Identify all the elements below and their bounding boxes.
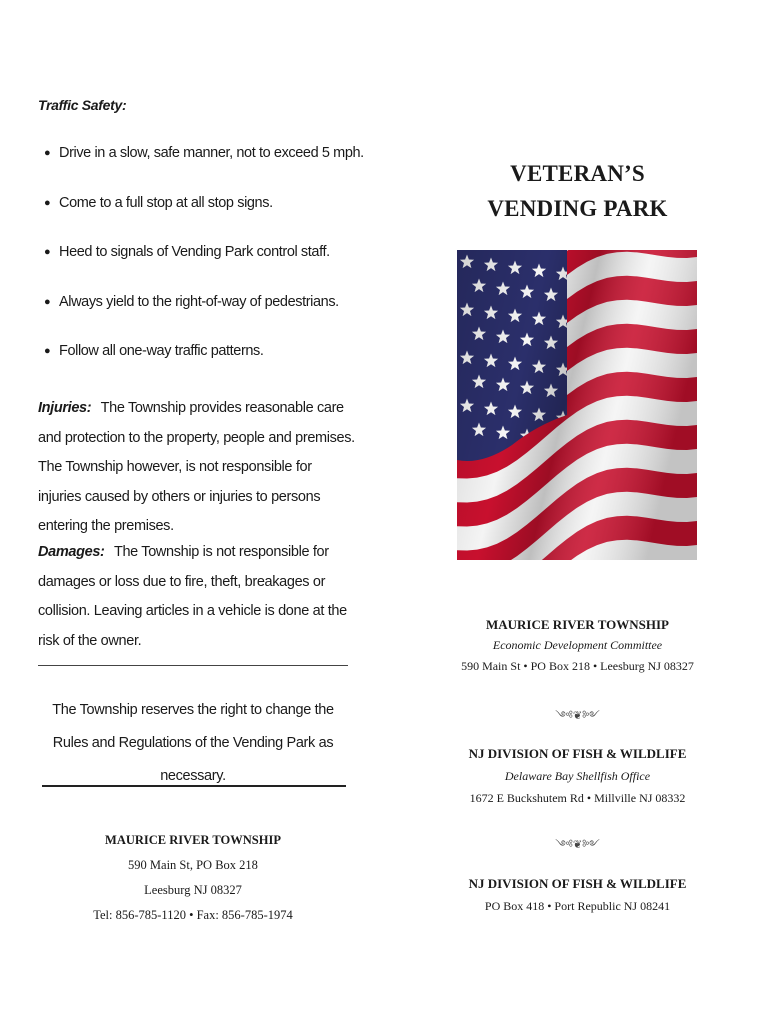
rule-text: Come to a full stop at all stop signs. [59,194,273,211]
bullet-dot-icon: ● [44,295,51,308]
contact-org-name: NJ DIVISION OF FISH & WILDLIFE [468,746,687,761]
american-flag-image [457,250,697,560]
floral-ornament-icon: ༺❦༻ [555,839,600,851]
title-line-1: VETERAN’S [510,161,645,186]
damages-label: Damages: [38,544,105,560]
divider-line-bold [42,785,346,787]
reserve-line-2: Rules and Regulations of the Vending Park as necessary. [52,735,334,784]
traffic-safety-heading: Traffic Safety: [38,97,127,113]
injuries-text: The Township provides reasonable care and protection to the property, people and premises. The Township however, is not responsible for injuries caused by others or injuries to persons entering the premises. [38,400,355,534]
list-item [38,244,368,294]
contact-subtitle: Delaware Bay Shellfish Office [504,769,651,783]
contact-org-name: NJ DIVISION OF FISH & WILDLIFE [468,876,687,891]
traffic-rules-list [38,145,368,393]
page-title [455,156,700,226]
township-address-line-1: 590 Main St, PO Box 218 [128,858,258,872]
list-item [38,195,368,245]
bullet-dot-icon: ● [44,345,51,357]
contact-maurice-river [455,614,700,677]
township-name: MAURICE RIVER TOWNSHIP [105,833,281,847]
floral-ornament-icon: ༺❦༻ [555,710,600,722]
contact-org-name: MAURICE RIVER TOWNSHIP [486,617,669,632]
rule-text: Follow all one-way traffic patterns. [59,343,264,359]
township-address-line-2: Leesburg NJ 08327 [144,883,242,897]
reserve-rights-notice [38,694,348,793]
township-contact-block [38,828,348,928]
contact-address: 1672 E Buckshutem Rd • Millville NJ 08332 [469,791,686,805]
reserve-line-1: The Township reserves the right to change the [52,702,334,718]
list-item [38,343,368,393]
title-line-2: VENDING PARK [487,196,668,221]
bullet-dot-icon: ● [44,196,51,209]
rule-text: Always yield to the right-of-way of pedestrians. [59,293,339,310]
contact-fish-wildlife-port-republic [455,873,700,917]
list-item [38,145,368,195]
bullet-dot-icon: ● [44,147,51,159]
damages-text: The Township is not responsible for damages or loss due to fire, theft, breakages or collision. Leaving articles in a vehicle is done at the risk of the owner. [38,544,347,649]
damages-paragraph [38,538,358,656]
divider-line [38,665,348,666]
injuries-label: Injuries: [38,400,92,416]
bullet-dot-icon: ● [44,246,51,258]
list-item [38,294,368,344]
injuries-paragraph [38,394,358,542]
rule-text: Heed to signals of Vending Park control staff. [59,244,330,260]
contact-fish-wildlife-millville [455,743,700,809]
contact-address: 590 Main St • PO Box 218 • Leesburg NJ 08327 [461,659,694,673]
rule-text: Drive in a slow, safe manner, not to exceed 5 mph. [59,145,364,161]
township-phone-fax: Tel: 856-785-1120 • Fax: 856-785-1974 [93,908,293,922]
contact-subtitle: Economic Development Committee [492,638,663,652]
contact-address: PO Box 418 • Port Republic NJ 08241 [484,899,671,913]
